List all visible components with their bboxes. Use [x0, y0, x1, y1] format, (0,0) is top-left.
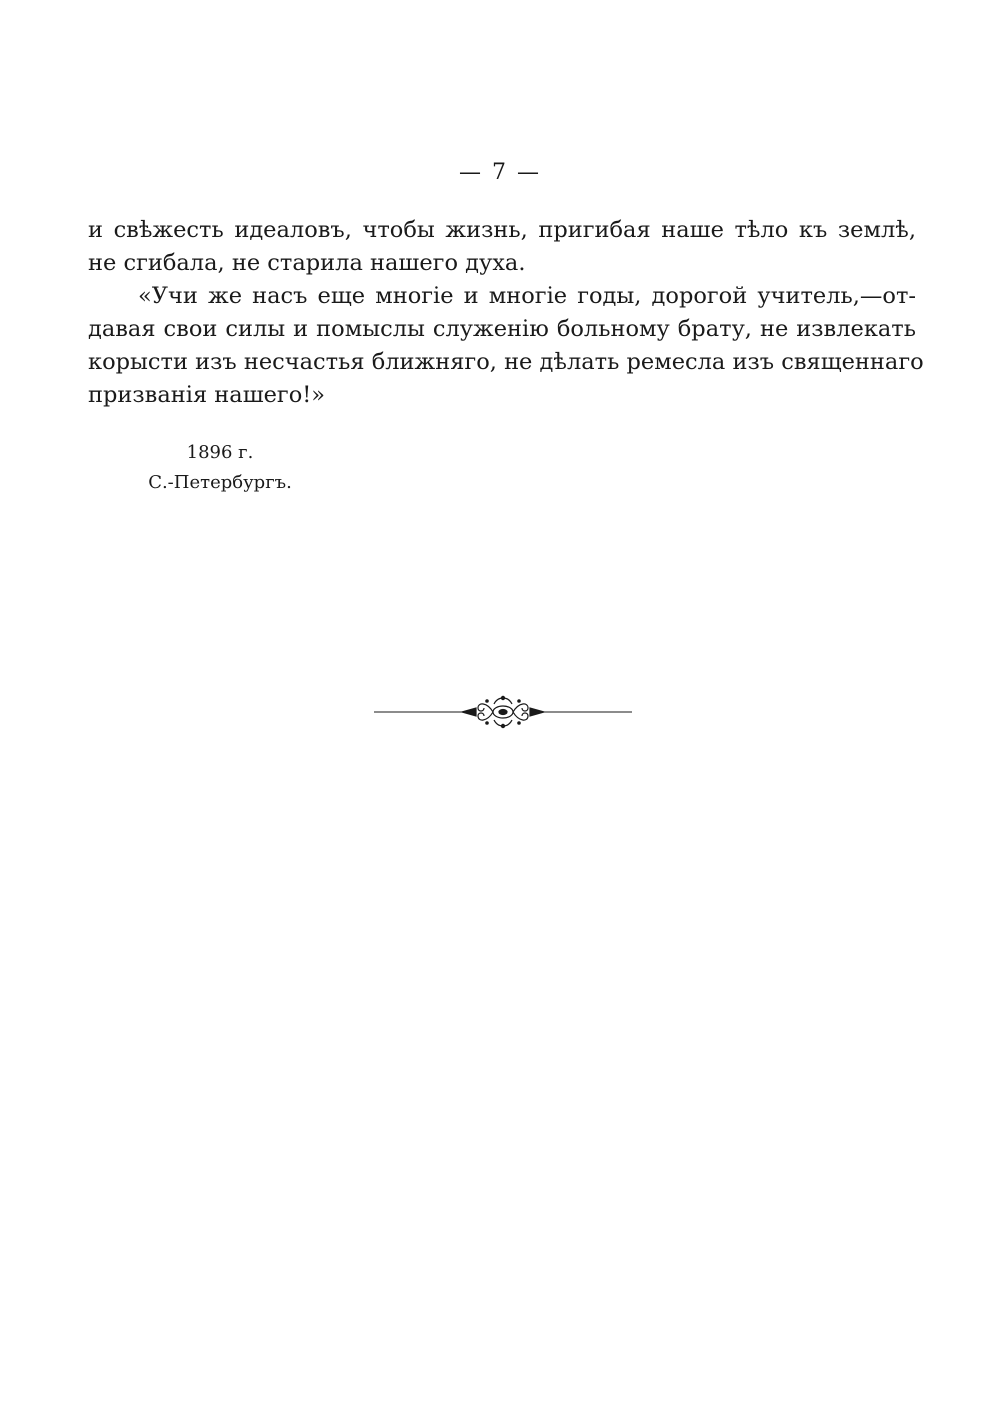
text-line: не сгибала, не старила нашего духа. [88, 250, 526, 276]
text-line: призванія нашего!» [88, 382, 326, 408]
scroll-flourish-ornament-icon [374, 692, 632, 732]
body-text [88, 214, 924, 412]
text-line: «Учи же насъ еще многіе и многіе годы, дорогой учитель,—от- [138, 283, 916, 309]
page-number: — 7 — [459, 160, 541, 185]
signature-block [140, 438, 300, 498]
text-line: давая свои силы и помыслы служенію больному брату, не извлекать [88, 316, 916, 342]
signature-year: 1896 г. [186, 442, 254, 463]
text-line: и свѣжесть идеаловъ, чтобы жизнь, пригибая наше тѣло къ землѣ, [88, 217, 916, 243]
signature-place: С.-Петербургъ. [148, 472, 292, 493]
text-line: корысти изъ несчастья ближняго, не дѣлать ремесла изъ священнаго [88, 349, 924, 375]
